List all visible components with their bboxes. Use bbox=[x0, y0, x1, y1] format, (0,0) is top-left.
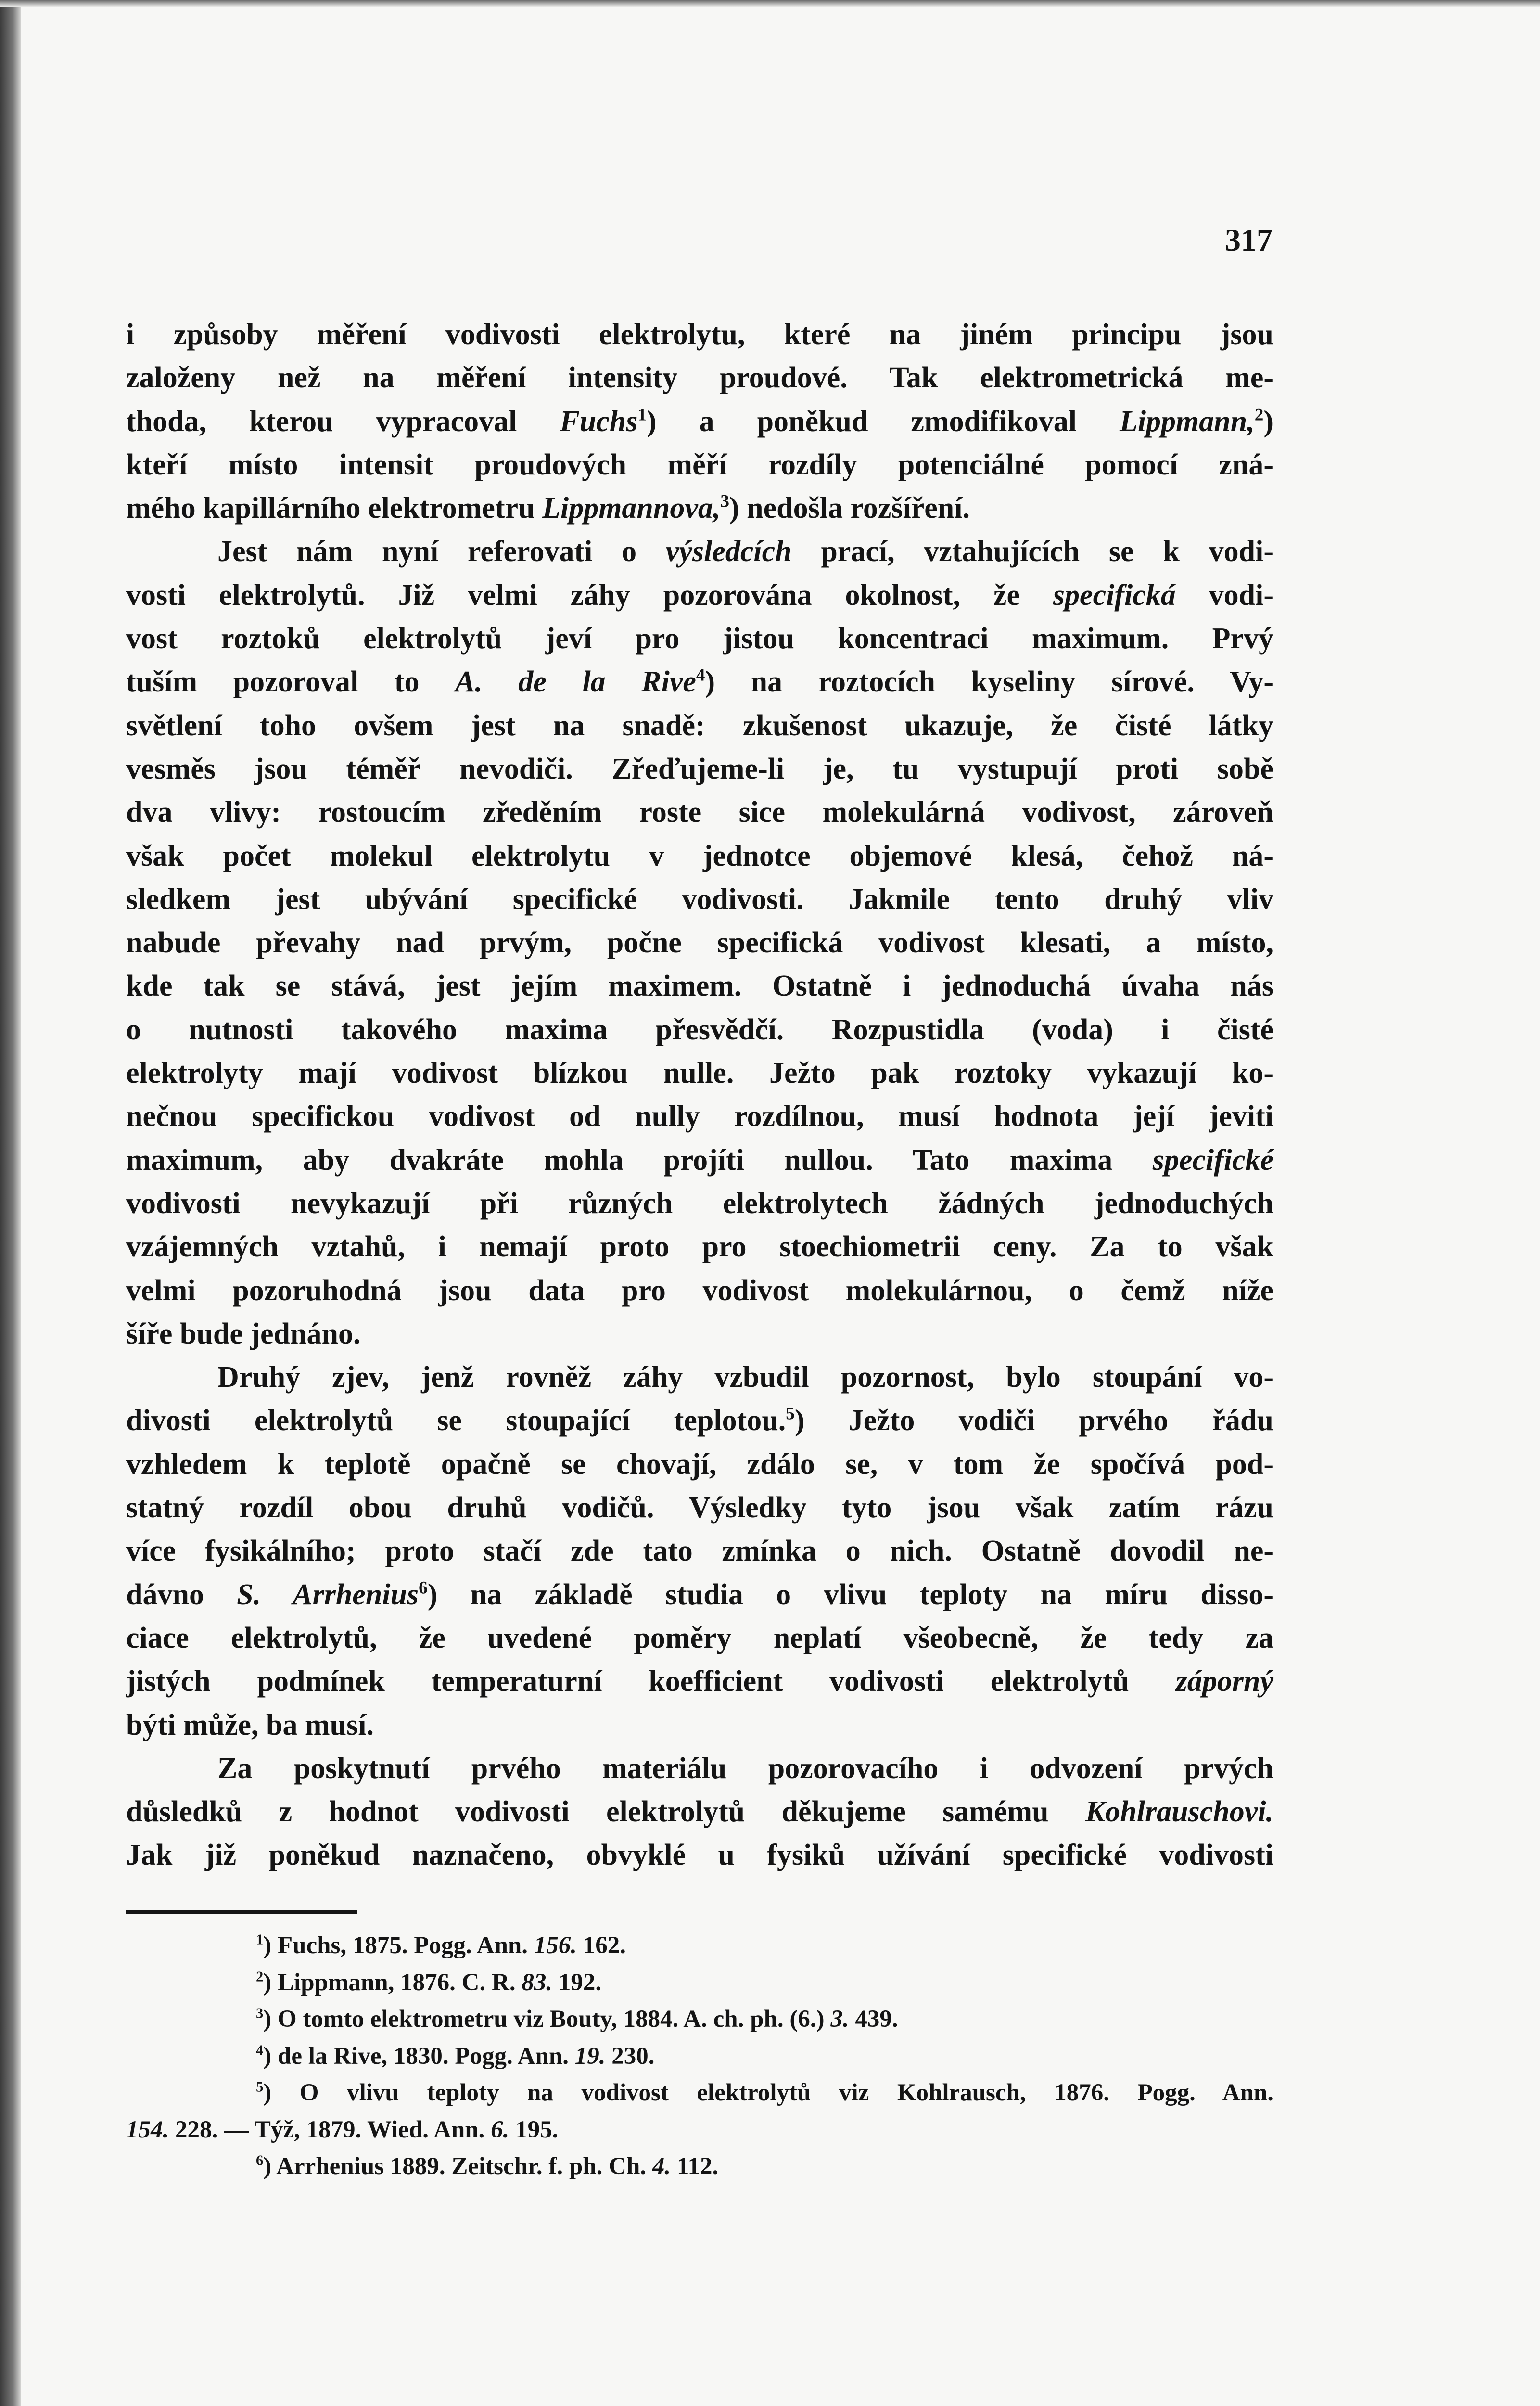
text-run: ) a poněkud zmodifikoval bbox=[646, 405, 1120, 438]
footnote-line bbox=[126, 2112, 1273, 2149]
text-line bbox=[126, 1703, 1273, 1747]
italic-run: 4. bbox=[652, 2153, 671, 2180]
text-line bbox=[126, 313, 1273, 356]
footnote-ref: 2 bbox=[256, 1968, 264, 1985]
text-run: 162. bbox=[577, 1932, 626, 1959]
text-run: ) Fuchs, 1875. Pogg. Ann. bbox=[263, 1932, 534, 1959]
text-run: býti může, ba musí. bbox=[126, 1708, 374, 1741]
main-text bbox=[126, 313, 1273, 1877]
text-line bbox=[126, 1790, 1273, 1833]
text-line bbox=[126, 1486, 1273, 1529]
italic-run: Lippmannova, bbox=[542, 492, 721, 525]
text-line bbox=[126, 443, 1273, 486]
text-run: šíře bude jednáno. bbox=[126, 1317, 361, 1350]
italic-run: 83. bbox=[522, 1969, 553, 1996]
text-run: vosti elektrolytů. Již velmi záhy pozorována okolnost, že bbox=[126, 578, 1053, 612]
text-run: jistých podmínek temperaturní koefficient vodivosti elektrolytů bbox=[126, 1665, 1176, 1698]
text-line bbox=[126, 1008, 1273, 1051]
text-run: tuším pozoroval to bbox=[126, 665, 456, 699]
text-line bbox=[126, 1616, 1273, 1660]
text-line bbox=[126, 574, 1273, 617]
italic-run: Lippmann, bbox=[1119, 405, 1255, 438]
scan-edge-top bbox=[0, 0, 1540, 7]
italic-run: záporný bbox=[1175, 1665, 1273, 1698]
text-run: ) na základě studia o vlivu teploty na míru disso- bbox=[427, 1578, 1273, 1611]
text-run: světlení toho ovšem jest na snadě: zkušenost ukazuje, že čisté látky bbox=[126, 709, 1273, 742]
text-run: vesměs jsou téměř nevodiči. Zřeďujeme-li je, tu vystupují proti sobě bbox=[126, 752, 1273, 785]
text-run: o nutnosti takového maxima přesvědčí. Rozpustidla (voda) i čisté bbox=[126, 1013, 1273, 1046]
text-run: ) Arrhenius 1889. Zeitschr. f. ph. Ch. bbox=[263, 2153, 652, 2180]
text-run: maximum, aby dvakráte mohla projíti nullou. Tato maxima bbox=[126, 1143, 1153, 1177]
text-line bbox=[126, 486, 1273, 530]
text-run: ) de la Rive, 1830. Pogg. Ann. bbox=[263, 2042, 575, 2070]
text-line bbox=[126, 1399, 1273, 1442]
footnote-line bbox=[126, 2148, 1273, 2185]
italic-run: S. Arrhenius bbox=[237, 1578, 419, 1611]
italic-run: Fuchs bbox=[560, 405, 638, 438]
text-run: 192. bbox=[552, 1969, 602, 1996]
text-run: více fysikálního; proto stačí zde tato zmínka o nich. Ostatně dovodil ne- bbox=[126, 1535, 1273, 1568]
text-line bbox=[126, 356, 1273, 399]
italic-run: 6. bbox=[491, 2116, 509, 2143]
text-line bbox=[126, 1747, 1273, 1790]
text-line bbox=[126, 1573, 1273, 1616]
text-run: ) O tomto elektrometru viz Bouty, 1884. A. ch. ph. (6.) bbox=[263, 2006, 831, 2033]
footnote-line bbox=[126, 2038, 1273, 2075]
text-run: dva vlivy: rostoucím zředěním roste sice molekulárná vodivost, zároveň bbox=[126, 796, 1273, 829]
italic-run: 156. bbox=[534, 1932, 577, 1959]
text-run: divosti elektrolytů se stoupající teplotou. bbox=[126, 1404, 786, 1437]
italic-run: specifická bbox=[1053, 578, 1176, 612]
text-line bbox=[126, 1051, 1273, 1095]
text-line bbox=[126, 878, 1273, 921]
text-line bbox=[126, 660, 1273, 704]
text-line bbox=[126, 1139, 1273, 1182]
text-line bbox=[126, 400, 1273, 443]
text-run: Za poskytnutí prvého materiálu pozorovacího i odvození prvých bbox=[217, 1752, 1273, 1785]
italic-run: specifické bbox=[1152, 1143, 1273, 1177]
text-run: vodivosti nevykazují při různých elektrolytech žádných jednoduchých bbox=[126, 1187, 1273, 1220]
text-line bbox=[126, 1312, 1273, 1356]
footnotes bbox=[126, 1927, 1273, 2185]
footnote-ref: 4 bbox=[696, 665, 705, 686]
text-run: ) Lippmann, 1876. C. R. bbox=[263, 1969, 522, 1996]
footnote-ref: 3 bbox=[256, 2005, 264, 2022]
footnote-ref: 5 bbox=[256, 2078, 264, 2095]
footnote-ref: 4 bbox=[256, 2042, 264, 2059]
text-line bbox=[126, 530, 1273, 573]
footnote-ref: 3 bbox=[720, 491, 729, 512]
text-run: velmi pozoruhodná jsou data pro vodivost molekulárnou, o čemž níže bbox=[126, 1274, 1273, 1307]
text-run: Druhý zjev, jenž rovněž záhy vzbudil pozornost, bylo stoupání vo- bbox=[217, 1361, 1273, 1394]
text-line bbox=[126, 1443, 1273, 1486]
text-run: sledkem jest ubývání specifické vodivosti. Jakmile tento druhý vliv bbox=[126, 883, 1273, 916]
footnote-line bbox=[126, 1964, 1273, 2001]
text-run: ) na roztocích kyseliny sírové. Vy- bbox=[705, 665, 1273, 699]
italic-run: Kohlrauschovi. bbox=[1085, 1795, 1273, 1829]
text-line bbox=[126, 1529, 1273, 1573]
text-line bbox=[126, 704, 1273, 747]
text-run: dávno bbox=[126, 1578, 237, 1611]
text-line bbox=[126, 1356, 1273, 1399]
text-run: elektrolyty mají vodivost blízkou nulle. Ježto pak roztoky vykazují ko- bbox=[126, 1057, 1273, 1090]
text-run: vzhledem k teplotě opačně se chovají, zdálo se, v tom že spočívá pod- bbox=[126, 1447, 1273, 1481]
text-run: 439. bbox=[849, 2006, 898, 2033]
italic-run: 19. bbox=[574, 2042, 606, 2070]
text-line bbox=[126, 964, 1273, 1008]
text-run: však počet molekul elektrolytu v jednotce objemové klesá, čehož ná- bbox=[126, 839, 1273, 872]
text-run: 228. — Týž, 1879. Wied. Ann. bbox=[169, 2116, 491, 2143]
text-run: 195. bbox=[509, 2116, 559, 2143]
text-line bbox=[126, 747, 1273, 791]
footnote-ref: 1 bbox=[637, 405, 647, 425]
text-run: nečnou specifickou vodivost od nully rozdílnou, musí hodnota její jeviti bbox=[126, 1100, 1273, 1133]
text-line bbox=[126, 921, 1273, 964]
text-run: 230. bbox=[605, 2042, 655, 2070]
text-line bbox=[126, 1225, 1273, 1268]
italic-run: 3. bbox=[830, 2006, 849, 2033]
text-run: mého kapillárního elektrometru bbox=[126, 492, 543, 525]
text-line bbox=[126, 1269, 1273, 1312]
text-run: thoda, kterou vypracoval bbox=[126, 405, 560, 438]
footnote-line bbox=[126, 2001, 1273, 2038]
text-line bbox=[126, 617, 1273, 660]
text-run: ) Ježto vodiči prvého řádu bbox=[794, 1404, 1273, 1437]
text-run: důsledků z hodnot vodivosti elektrolytů děkujeme samému bbox=[126, 1795, 1085, 1829]
text-line bbox=[126, 834, 1273, 878]
text-run: Jest nám nyní referovati o bbox=[217, 535, 666, 568]
footnote-ref: 2 bbox=[1254, 405, 1264, 425]
text-run: kde tak se stává, jest jejím maximem. Ostatně i jednoduchá úvaha nás bbox=[126, 970, 1273, 1003]
text-run: založeny než na měření intensity proudové. Tak elektrometrická me- bbox=[126, 361, 1273, 395]
text-run: ) nedošla rozšíření. bbox=[729, 492, 970, 525]
page-number: 317 bbox=[1225, 223, 1273, 258]
italic-run: 154. bbox=[126, 2116, 169, 2143]
text-run: ) O vlivu teploty na vodivost elektrolytů viz Kohlrausch, 1876. Pogg. Ann. bbox=[263, 2079, 1273, 2106]
italic-run: výsledcích bbox=[665, 535, 792, 568]
footnote-line bbox=[126, 1927, 1273, 1964]
text-line bbox=[126, 1095, 1273, 1138]
footnote-ref: 1 bbox=[256, 1931, 264, 1948]
text-run: kteří místo intensit proudových měří rozdíly potenciálné pomocí zná- bbox=[126, 448, 1273, 481]
text-run: ) bbox=[1263, 405, 1273, 438]
text-run: i způsoby měření vodivosti elektrolytu, které na jiném principu jsou bbox=[126, 318, 1273, 351]
footnote-ref: 5 bbox=[786, 1404, 795, 1424]
text-run: ciace elektrolytů, že uvedené poměry neplatí všeobecně, že tedy za bbox=[126, 1621, 1273, 1654]
text-line bbox=[126, 1833, 1273, 1877]
text-line bbox=[126, 1660, 1273, 1703]
text-line bbox=[126, 791, 1273, 834]
text-run: vodi- bbox=[1175, 578, 1273, 612]
text-run: nabude převahy nad prvým, počne specifická vodivost klesati, a místo, bbox=[126, 926, 1273, 960]
text-run: vzájemných vztahů, i nemají proto pro stoechiometrii ceny. Za to však bbox=[126, 1230, 1273, 1264]
text-run: statný rozdíl obou druhů vodičů. Výsledky tyto jsou však zatím rázu bbox=[126, 1491, 1273, 1524]
text-run: Jak již poněkud naznačeno, obvyklé u fysiků užívání specifické vodivosti bbox=[126, 1839, 1273, 1872]
text-run: vost roztoků elektrolytů jeví pro jistou koncentraci maximum. Prvý bbox=[126, 622, 1273, 655]
text-run: prací, vztahujících se k vodi- bbox=[791, 535, 1273, 568]
scan-edge-left bbox=[0, 0, 21, 2406]
footnote-ref: 6 bbox=[256, 2152, 264, 2169]
footnote-ref: 6 bbox=[419, 1578, 428, 1598]
footnote-line bbox=[126, 2074, 1273, 2112]
italic-run: A. de la Rive bbox=[455, 665, 696, 699]
text-line bbox=[126, 1182, 1273, 1225]
text-run: 112. bbox=[671, 2153, 719, 2180]
footnote-separator bbox=[126, 1910, 357, 1914]
